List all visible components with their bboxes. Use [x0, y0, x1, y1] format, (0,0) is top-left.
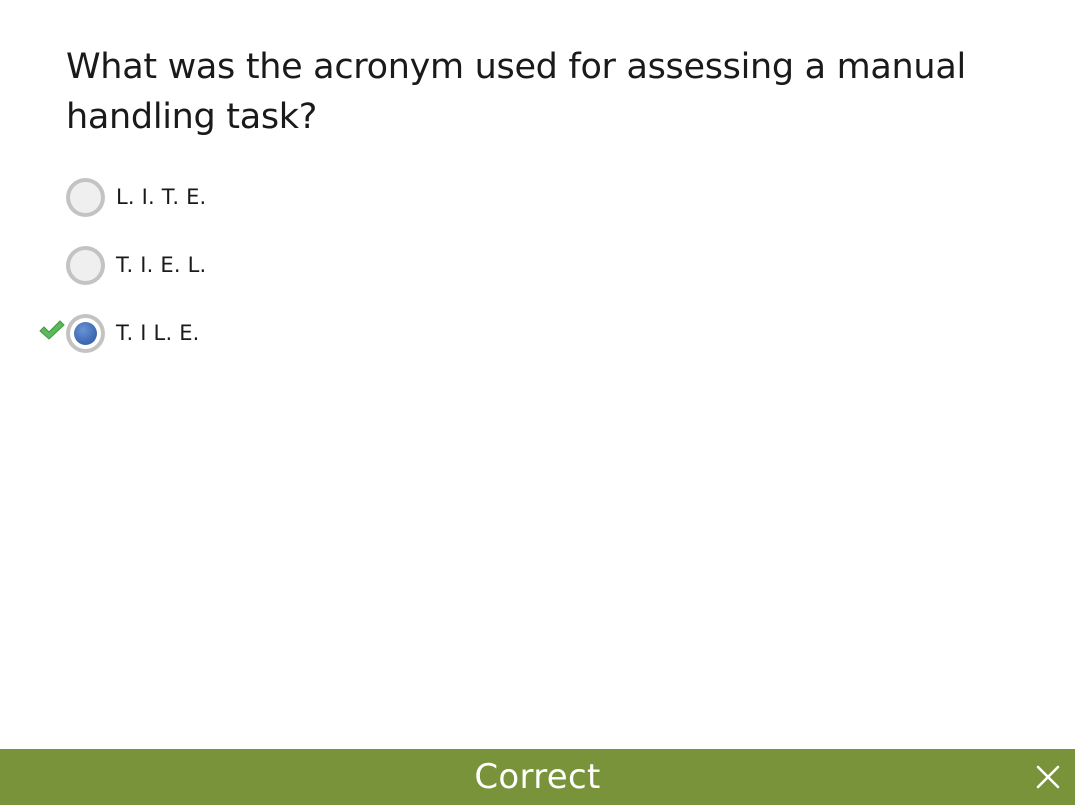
- answer-option-selected[interactable]: [66, 313, 200, 353]
- feedback-bar: [0, 749, 1075, 805]
- answer-option-label: L. I. T. E.: [116, 185, 207, 209]
- radio-selected-dot: [74, 322, 97, 345]
- close-icon[interactable]: [1035, 764, 1061, 790]
- feedback-text: Correct: [474, 757, 601, 797]
- checkmark-icon: [38, 318, 66, 342]
- answer-option[interactable]: [66, 177, 206, 217]
- answer-option-label: T. I L. E.: [116, 321, 200, 345]
- radio-button[interactable]: [66, 246, 105, 285]
- answer-option-label: T. I. E. L.: [116, 253, 207, 277]
- radio-button[interactable]: [66, 178, 105, 217]
- radio-button-selected[interactable]: [66, 314, 105, 353]
- question-text: What was the acronym used for assessing a manual handling task?: [66, 47, 966, 137]
- answer-option[interactable]: [66, 245, 206, 285]
